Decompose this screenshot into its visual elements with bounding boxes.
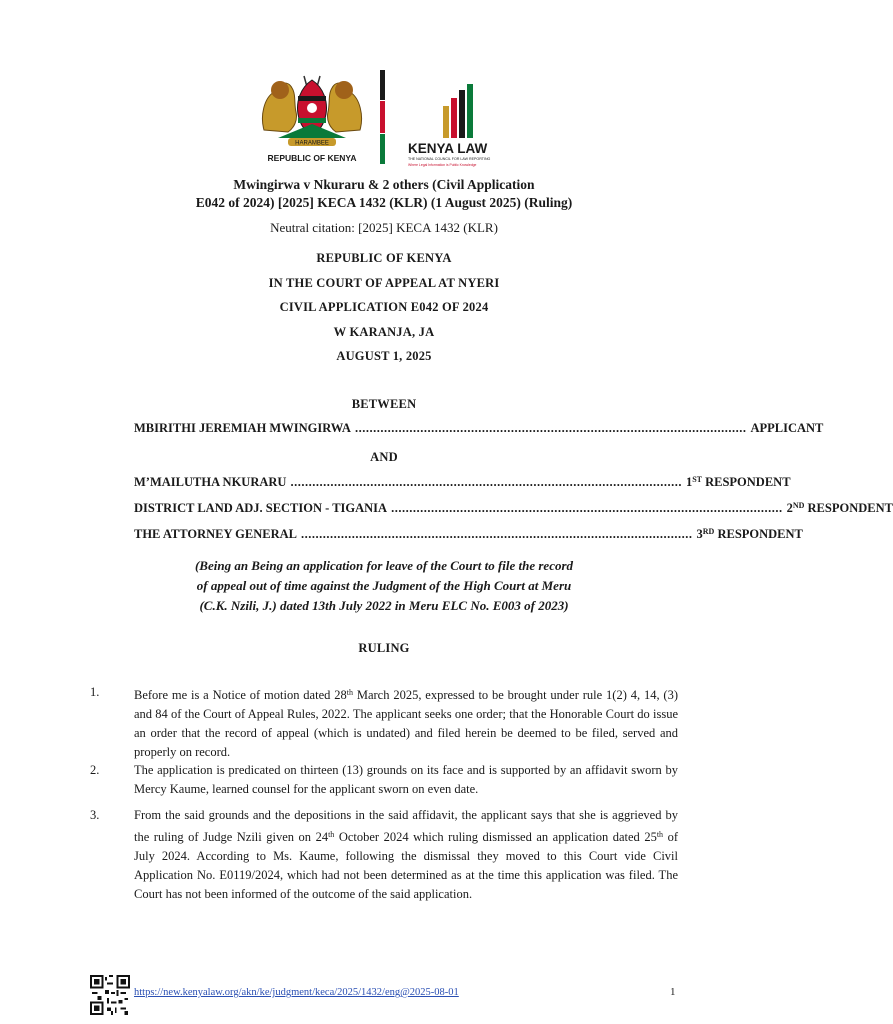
- brand-sub: THE NATIONAL COUNCIL FOR LAW REPORTING: [408, 157, 491, 161]
- kenya-law-logo: [405, 78, 515, 168]
- case-title-line2: E042 of 2024) [2025] KECA 1432 (KLR) (1 August 2025) (Ruling): [195, 195, 573, 210]
- respondent-word: RESPONDENT: [717, 527, 803, 541]
- heading-and: AND: [370, 450, 398, 464]
- respondent-1-name: M’MAILUTHA NKURARU: [134, 475, 287, 489]
- respondent-3-name: THE ATTORNEY GENERAL: [134, 527, 298, 541]
- respondent-word: RESPONDENT: [807, 501, 893, 515]
- respondent-3-sup: RD: [702, 527, 715, 536]
- paragraph-1: [90, 683, 678, 762]
- respondent-2-num: 2: [786, 501, 793, 515]
- party-respondent-2: [134, 501, 893, 516]
- leader-dots: ............................................................................................................: [290, 475, 682, 489]
- respondent-2-name: DISTRICT LAND ADJ. SECTION - TIGANIA: [134, 501, 388, 515]
- paragraph-3: [90, 806, 678, 904]
- respondent-1-num: 1: [685, 475, 693, 489]
- respondent-3-num: 3: [696, 527, 703, 541]
- description-line3: (C.K. Nzili, J.) dated 13th July 2022 in Meru ELC No. E003 of 2023): [199, 598, 569, 613]
- respondent-1-sup: ST: [692, 475, 702, 484]
- description-line2: of appeal out of time against the Judgment of the High Court at Meru: [196, 578, 572, 593]
- party-applicant: [134, 421, 824, 436]
- page-number: 1: [670, 986, 676, 998]
- brand-tagline: Where Legal Information is Public Knowledge: [408, 163, 477, 167]
- paragraph-number: 1.: [90, 685, 100, 699]
- heading-application: CIVIL APPLICATION E042 OF 2024: [279, 300, 489, 314]
- heading-date: AUGUST 1, 2025: [336, 349, 432, 363]
- heading-judge: W KARANJA, JA: [333, 325, 435, 339]
- leader-dots: ............................................................................................................: [301, 527, 693, 541]
- heading-republic: REPUBLIC OF KENYA: [316, 251, 452, 265]
- header-divider: [380, 70, 385, 164]
- case-title: [150, 176, 618, 212]
- coat-motto: HARAMBEE: [295, 140, 329, 147]
- respondent-3-role: [697, 527, 803, 542]
- heading-ruling: RULING: [358, 641, 410, 655]
- party-respondent-1: [134, 475, 791, 490]
- paragraph-text: The application is predicated on thirteen (13) grounds on its face and is supported by an affidavit sworn by Mercy Kaume, learned counsel for the applicant sworn on even date.: [134, 763, 678, 796]
- kenya-coat-of-arms-logo: [258, 68, 366, 166]
- application-description: [150, 556, 618, 616]
- neutral-citation: Neutral citation: [2025] KECA 1432 (KLR): [270, 220, 498, 235]
- paragraph-text: From the said grounds and the depositions in the said affidavit, the applicant says that she is aggrieved by the ruling of Judge Nzili given on 24th October 2024 which ruling dismissed an application dated 25th of July 2024. According to Ms. Kaume, following the dismissal they moved to this Court vide Civil Application No. E0119/2024, which had not been determined as at the time this application was filed. The Court has not been informed of the outcome of the said application.: [134, 808, 678, 901]
- brand-name: KENYA LAW: [408, 141, 488, 156]
- applicant-name: MBIRITHI JEREMIAH MWINGIRWA: [134, 421, 351, 435]
- applicant-role: APPLICANT: [750, 421, 824, 435]
- paragraph-text: Before me is a Notice of motion dated 28th March 2025, expressed to be brought under rule 1(2) 4, 14, (3) and 84 of the Court of Appeal Rules, 2022. The applicant seeks one order; that the Honorable Court do issue an order that the record of appeal (which is undated) and filed herein be deemed to be filed, served and properly on record.: [134, 688, 678, 759]
- description-line1: (Being an Being an application for leave of the Court to file the record: [194, 558, 574, 573]
- respondent-word: RESPONDENT: [705, 475, 791, 489]
- coat-caption: REPUBLIC OF KENYA: [267, 153, 357, 163]
- paragraph-number: 3.: [90, 808, 100, 822]
- source-url-link[interactable]: https://new.kenyalaw.org/akn/ke/judgment/keca/2025/1432/eng@2025-08-01: [134, 987, 459, 998]
- heading-between: BETWEEN: [351, 397, 417, 411]
- paragraph-number: 2.: [90, 763, 100, 777]
- respondent-2-sup: ND: [792, 501, 805, 510]
- party-respondent-3: [134, 527, 803, 542]
- paragraph-2: [90, 761, 678, 799]
- qr-code-icon[interactable]: [90, 975, 130, 1015]
- leader-dots: ............................................................................................................: [354, 421, 747, 435]
- respondent-2-role: [787, 501, 893, 516]
- respondent-1-role: [686, 475, 791, 490]
- heading-court: IN THE COURT OF APPEAL AT NYERI: [268, 276, 500, 290]
- case-title-line1: Mwingirwa v Nkuraru & 2 others (Civil Application: [233, 177, 535, 192]
- page-footer: [90, 975, 690, 1015]
- leader-dots: ............................................................................................................: [391, 501, 783, 515]
